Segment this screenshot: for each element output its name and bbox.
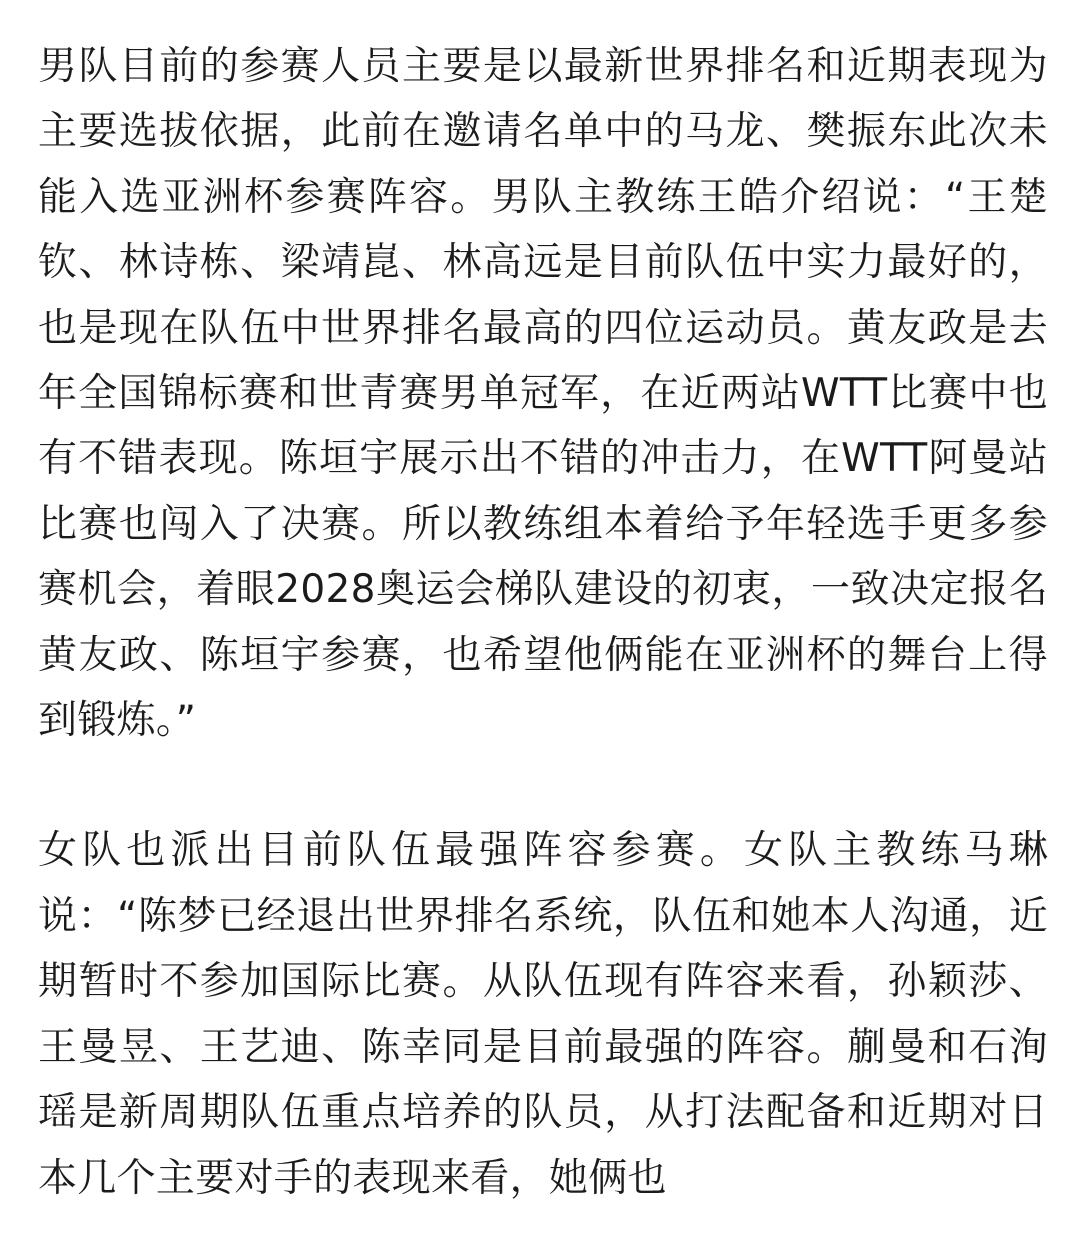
article-body bbox=[38, 34, 1048, 1211]
paragraph-men-team: 男队目前的参赛人员主要是以最新世界排名和近期表现为主要选拔依据，此前在邀请名单中的马龙、樊振东此次未能入选亚洲杯参赛阵容。男队主教练王皓介绍说：“王楚钦、林诗栋、梁靖崑、林高远是目前队伍中实力最好的，也是现在队伍中世界排名最高的四位运动员。黄友政是去年全国锦标赛和世青赛男单冠军，在近两站WTT比赛中也有不错表现。陈垣宇展示出不错的冲击力，在WTT阿曼站比赛也闯入了决赛。所以教练组本着给予年轻选手更多参赛机会，着眼2028奥运会梯队建设的初衷，一致决定报名黄友政、陈垣宇参赛，也希望他俩能在亚洲杯的舞台上得到锻炼。” bbox=[38, 44, 1048, 744]
paragraph-women-team: 女队也派出目前队伍最强阵容参赛。女队主教练马琳说：“陈梦已经退出世界排名系统，队伍和她本人沟通，近期暂时不参加国际比赛。从队伍现有阵容来看，孙颖莎、王曼昱、王艺迪、陈幸同是目前最强的阵容。蒯曼和石洵瑶是新周期队伍重点培养的队员，从打法配备和近期对日本几个主要对手的表现来看，她俩也 bbox=[38, 828, 1048, 1201]
